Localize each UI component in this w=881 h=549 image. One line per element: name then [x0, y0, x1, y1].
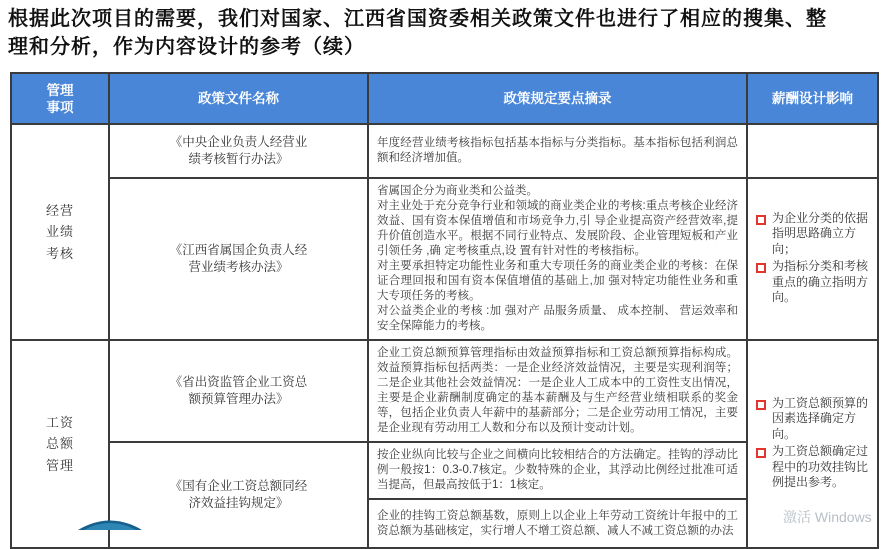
table-row	[11, 124, 878, 178]
category-performance-assessment: 经营业绩考核	[11, 124, 109, 340]
policy-points-jiangxi-soe: 省属国企分为商业类和公益类。 对主业处于充分竞争行业和领域的商业类企业的考核:重点考核企业经济效益、国有资本保值增值和市场竞争力,引 导企业提高资产经营效率,提 升价值创造水平。根据不同行业特点、发展阶段、企业管理短板和产业引领任务 ,确 定考核重点,设 置有针对性的考核指标。 对主要承担特定功能性业务和重大专项任务的商业类企业的考核：在保证合理回报和国有资本保值增值的基础上,加 强对特定功能性业务和重大专项任务的考核。 对公益类企业的考核 :加 强对产 品服务质量、 成本控制、 营运效率和安全保障能力的考核。	[368, 178, 747, 340]
impact-cell-performance	[747, 178, 878, 340]
square-bullet-icon	[756, 263, 766, 273]
table-row	[11, 340, 878, 442]
header-salary-impact: 薪酬设计影响	[747, 73, 878, 124]
policy-name-wage-linked-benefit: 《国有企业工资总额同经济效益挂钩规定》	[109, 442, 368, 548]
header-policy-name: 政策文件名称	[109, 73, 368, 124]
category-total-wage-management: 工资总额管理	[11, 340, 109, 548]
impact-item	[756, 396, 872, 443]
impact-text: 为企业分类的依据指明思路确立方向；	[772, 210, 869, 256]
impact-list	[756, 396, 872, 491]
policy-name-jiangxi-soe: 《江西省属国企负责人经营业绩考核办法》	[109, 178, 368, 340]
windows-activation-watermark: 激活 Windows	[783, 509, 872, 525]
header-policy-points: 政策规定要点摘录	[368, 73, 747, 124]
impact-text: 为指标分类和考核重点的确立指明方向。	[772, 259, 869, 304]
page-title-line-2: 理和分析，作为内容设计的参考（续）	[8, 36, 365, 58]
impact-cell-empty	[747, 124, 878, 178]
impact-list	[756, 211, 872, 306]
policy-points-central-enterprise: 年度经营业绩考核指标包括基本指标与分类指标。基本指标包括利润总额和经济增加值。	[368, 124, 747, 178]
policy-name-central-enterprise: 《中央企业负责人经营业绩考核暂行办法》	[109, 124, 368, 178]
impact-text: 为工资总额确定过程中的功效挂钩比例提出参考。	[772, 444, 869, 489]
table-row	[11, 178, 878, 340]
impact-item	[756, 211, 872, 258]
page-title-line-1: 根据此次项目的需要，我们对国家、江西省国资委相关政策文件也进行了相应的搜集、整	[8, 8, 827, 30]
slide-decoration-swoosh-icon	[78, 517, 142, 535]
table-header-row	[11, 73, 878, 124]
square-bullet-icon	[756, 215, 766, 225]
policy-table	[10, 72, 879, 549]
impact-item	[756, 259, 872, 306]
policy-points-provincial-wage-budget: 企业工资总额预算管理指标由效益预算指标和工资总额预算指标构成。效益预算指标包括两类：一是企业经济效益情况，主要是实现利润等；二是企业其他社会效益情况：一是企业人工成本中的工资性支出情况，主要是企业薪酬制度确定的基本薪酬及与生产经营业绩相联系的奖金等，包括企业负责人年薪中的基薪部分；二是企业劳动用工情况，主要是企业现有劳动用工人数和分布以及预计变动计划。	[368, 340, 747, 442]
policy-points-linkage-ratio: 按企业纵向比较与企业之间横向比较相结合的方法确定。挂钩的浮动比例一般按1：0.3-0.7核定。少数特殊的企业，其浮动比例经过批准可适当提高，但最高按低于1：1核定。	[368, 442, 747, 499]
policy-name-provincial-wage-budget: 《省出资监管企业工资总额预算管理办法》	[109, 340, 368, 442]
impact-text: 为工资总额预算的因素选择确定方向。	[772, 395, 869, 441]
header-management-item: 管理事项	[11, 73, 109, 124]
policy-points-wage-base: 企业的挂钩工资总额基数，原则上以企业上年劳动工资统计年报中的工资总额为基础核定，实行增人不增工资总额、减人不减工资总额的办法	[368, 499, 747, 548]
page-title	[0, 0, 881, 61]
square-bullet-icon	[756, 448, 766, 458]
square-bullet-icon	[756, 400, 766, 410]
impact-item	[756, 444, 872, 491]
